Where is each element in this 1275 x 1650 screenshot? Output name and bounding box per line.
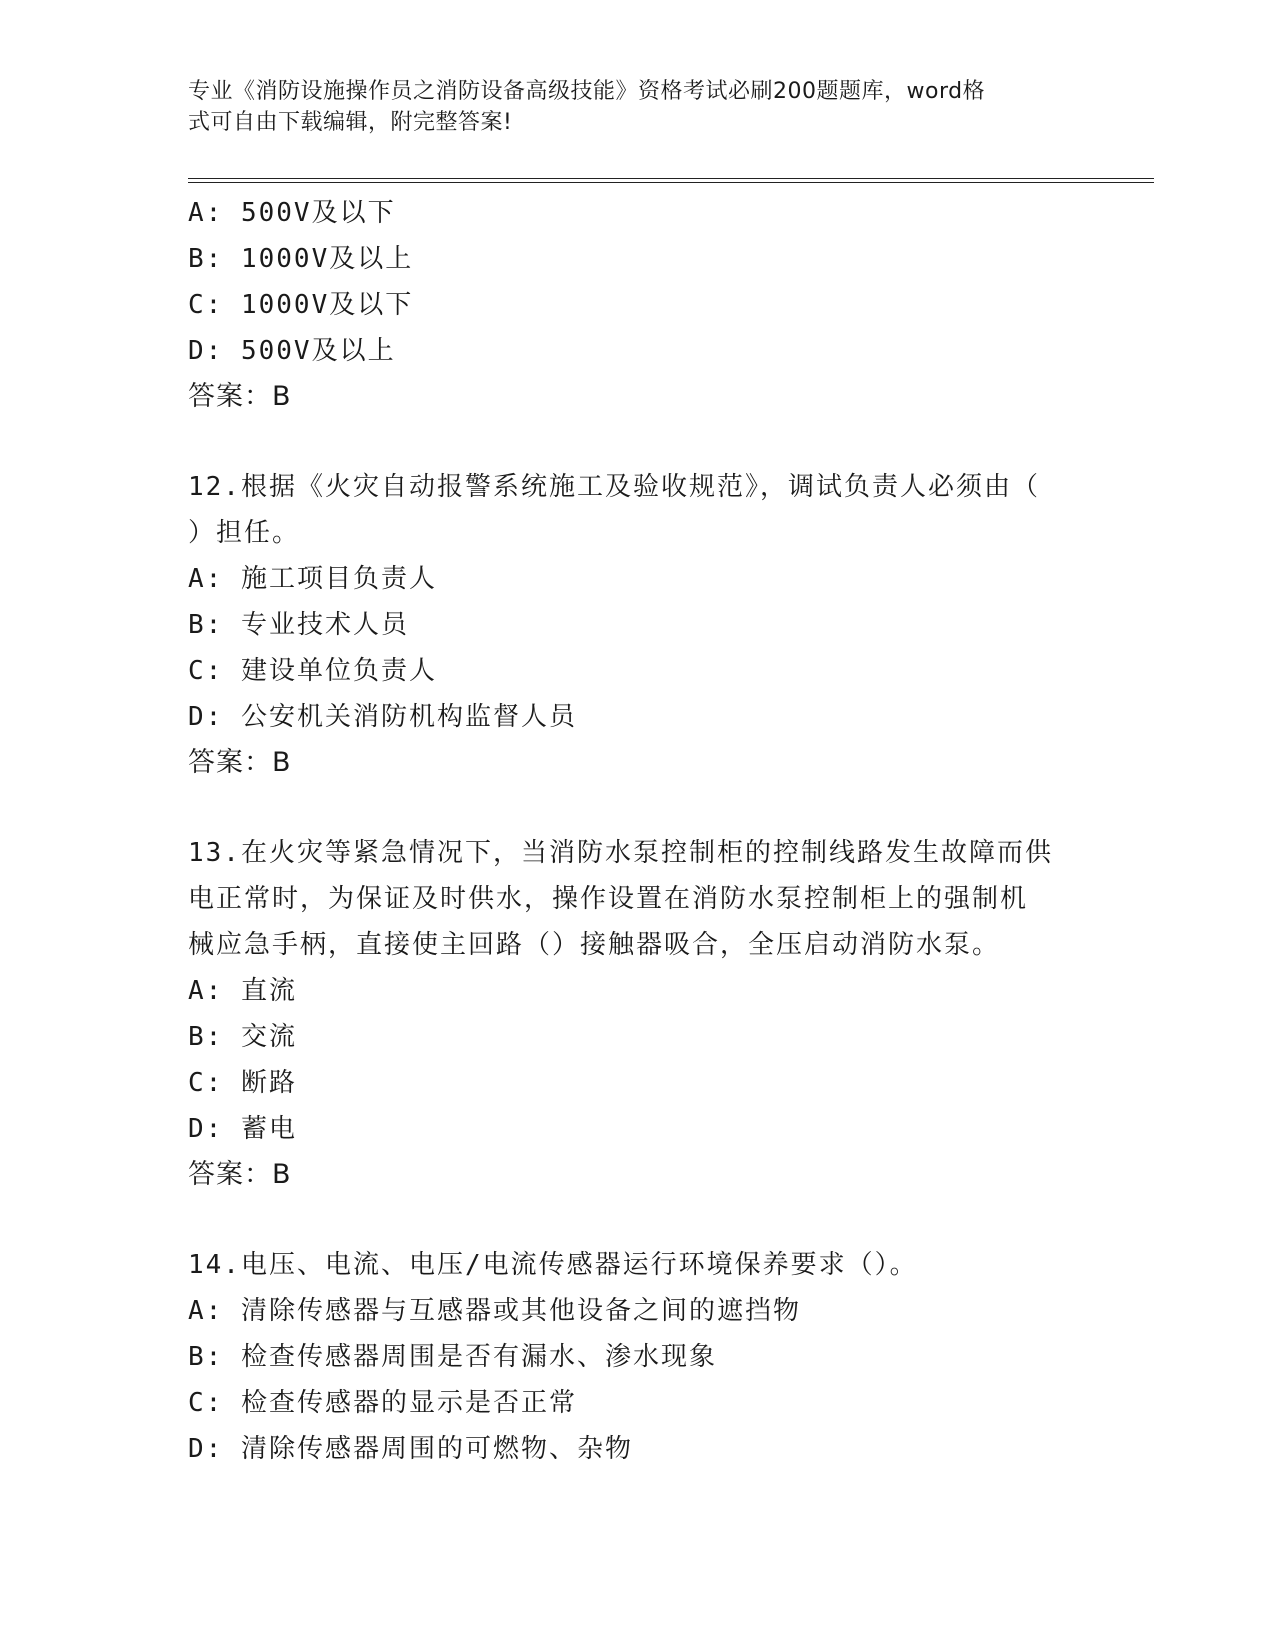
spacer [188,786,1088,830]
question-12 [188,464,1088,786]
option-a: A: 清除传感器与互感器或其他设备之间的遮挡物 [188,1296,801,1326]
option-a: A: 500V及以下 [188,198,396,228]
header-line-2: 式可自由下载编辑，附完整答案! [188,110,513,135]
document-header [188,76,1068,138]
option-d: D: 公安机关消防机构监督人员 [188,702,577,732]
option-d: D: 500V及以上 [188,336,396,366]
option-a: A: 施工项目负责人 [188,564,437,594]
option-d: D: 蓄电 [188,1114,297,1144]
option-b: B: 专业技术人员 [188,610,409,640]
header-divider-top [188,178,1154,179]
answer: 答案：B [188,1159,292,1190]
question-stem-cont: ）担任。 [188,518,301,548]
header-line-1: 专业《消防设施操作员之消防设备高级技能》资格考试必刷200题题库，word格 [188,79,986,104]
option-c: C: 1000V及以下 [188,290,414,320]
header-divider-bottom [188,182,1154,183]
question-stem: 13.在火灾等紧急情况下，当消防水泵控制柜的控制线路发生故障而供 [188,838,1053,868]
question-stem: 14.电压、电流、电压/电流传感器运行环境保养要求（）。 [188,1250,918,1280]
question-list [188,190,1088,1472]
question-11 [188,190,1088,420]
option-d: D: 清除传感器周围的可燃物、杂物 [188,1434,633,1464]
option-b: B: 1000V及以上 [188,244,414,274]
answer: 答案：B [188,747,292,778]
option-c: C: 检查传感器的显示是否正常 [188,1388,577,1418]
option-a: A: 直流 [188,976,297,1006]
answer: 答案：B [188,381,292,412]
spacer [188,1198,1088,1242]
question-14 [188,1242,1088,1472]
question-stem-cont: 电正常时，为保证及时供水，操作设置在消防水泵控制柜上的强制机 [188,884,1029,914]
spacer [188,420,1088,464]
option-b: B: 检查传感器周围是否有漏水、渗水现象 [188,1342,717,1372]
option-b: B: 交流 [188,1022,297,1052]
option-c: C: 断路 [188,1068,297,1098]
option-c: C: 建设单位负责人 [188,656,437,686]
question-stem-cont: 械应急手柄，直接使主回路（）接触器吸合，全压启动消防水泵。 [188,930,1001,960]
question-13 [188,830,1088,1198]
question-stem: 12.根据《火灾自动报警系统施工及验收规范》，调试负责人必须由（ [188,472,1040,502]
